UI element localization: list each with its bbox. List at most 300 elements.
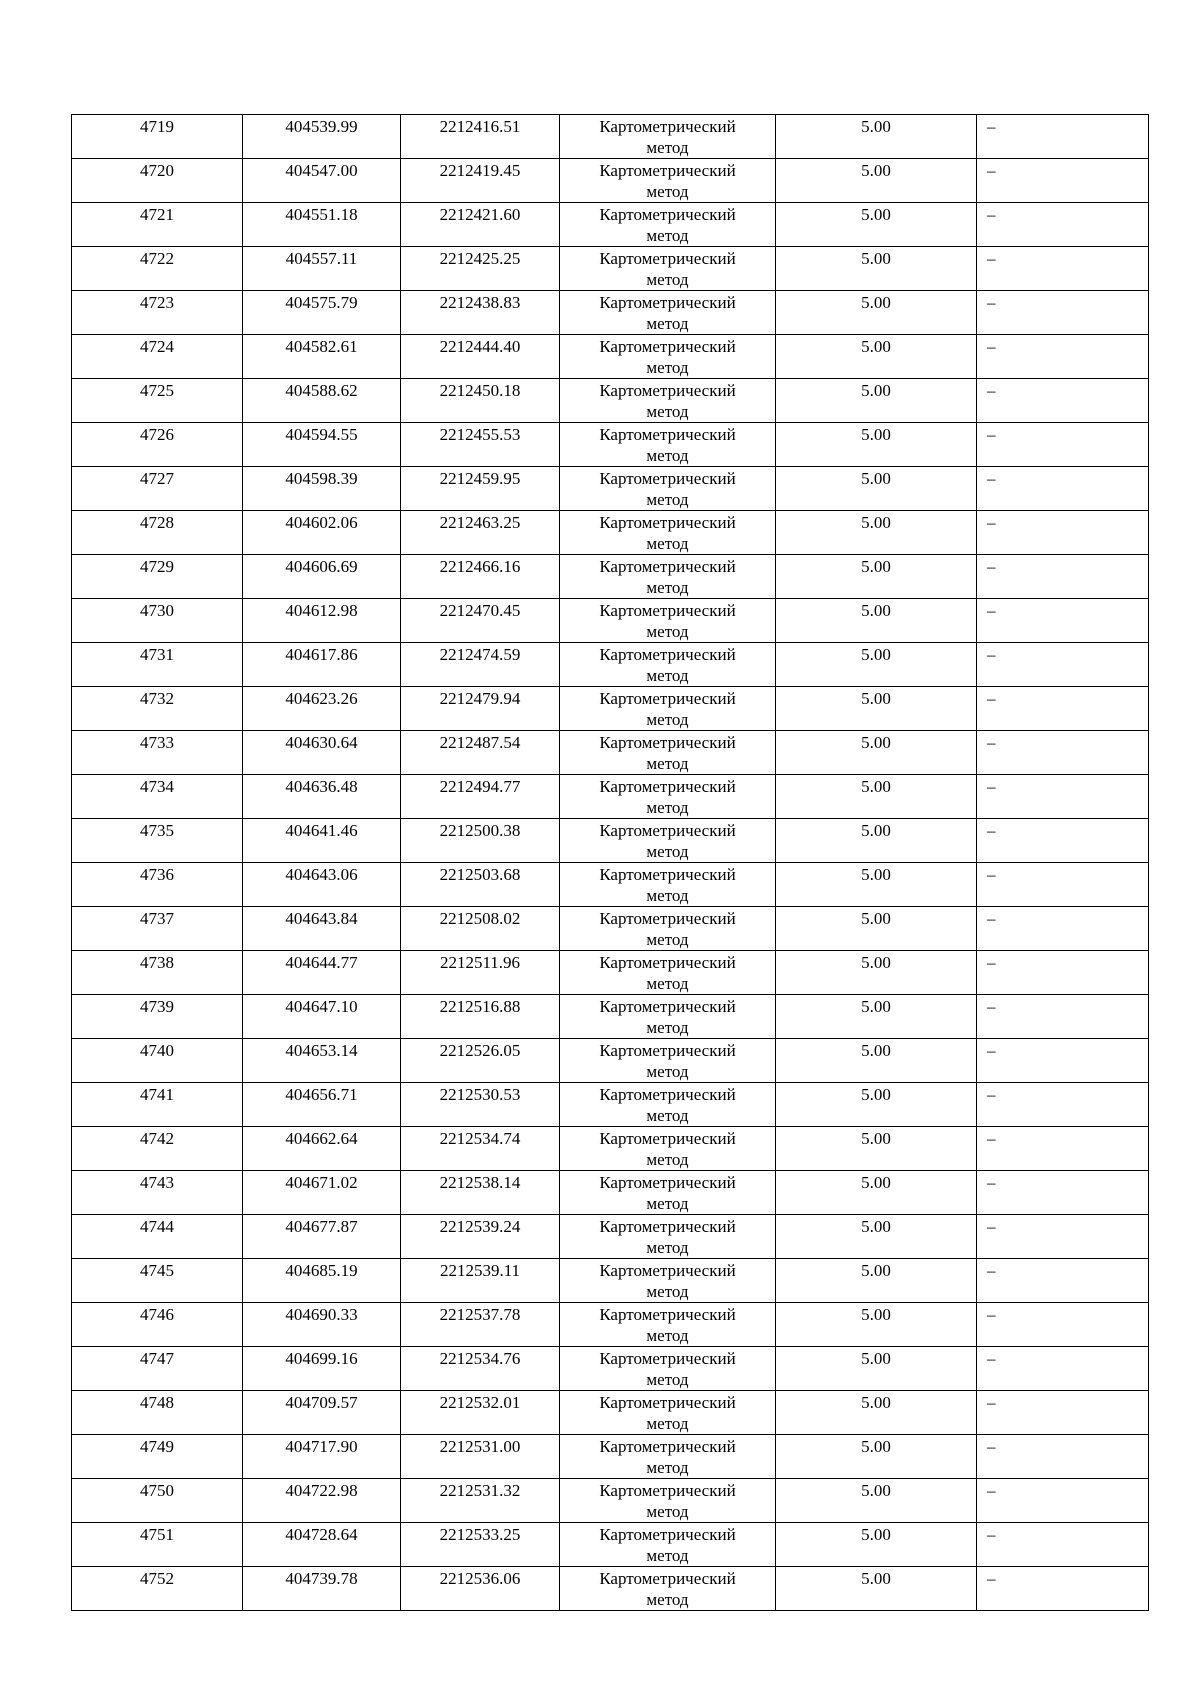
y-coordinate-cell: 2212419.45 xyxy=(401,159,560,203)
method-text-line-1: Картометрический xyxy=(599,1085,736,1104)
method-cell xyxy=(560,819,776,863)
method-text-line-2: метод xyxy=(646,622,689,641)
description-cell: – xyxy=(977,1259,1149,1303)
y-coordinate-cell: 2212508.02 xyxy=(401,907,560,951)
method-text-line-2: метод xyxy=(646,490,689,509)
table-row xyxy=(72,335,1149,379)
y-coordinate-cell: 2212487.54 xyxy=(401,731,560,775)
method-text-line-2: метод xyxy=(646,1194,689,1213)
accuracy-cell: 5.00 xyxy=(776,731,977,775)
description-cell: – xyxy=(977,819,1149,863)
point-number-cell: 4741 xyxy=(72,1083,243,1127)
method-text-line-2: метод xyxy=(646,314,689,333)
x-coordinate-cell: 404617.86 xyxy=(243,643,401,687)
table-row xyxy=(72,1435,1149,1479)
method-cell xyxy=(560,1435,776,1479)
method-cell xyxy=(560,247,776,291)
method-text-line-2: метод xyxy=(646,666,689,685)
point-number-cell: 4737 xyxy=(72,907,243,951)
method-text-line-2: метод xyxy=(646,1502,689,1521)
method-text-line-2: метод xyxy=(646,842,689,861)
method-text-line-2: метод xyxy=(646,1106,689,1125)
method-cell xyxy=(560,1259,776,1303)
method-text-line-1: Картометрический xyxy=(599,1569,736,1588)
y-coordinate-cell: 2212530.53 xyxy=(401,1083,560,1127)
method-text-line-2: метод xyxy=(646,798,689,817)
y-coordinate-cell: 2212479.94 xyxy=(401,687,560,731)
accuracy-cell: 5.00 xyxy=(776,1347,977,1391)
point-number-cell: 4724 xyxy=(72,335,243,379)
accuracy-cell: 5.00 xyxy=(776,1523,977,1567)
table-row xyxy=(72,907,1149,951)
method-text-line-2: метод xyxy=(646,1590,689,1609)
table-row xyxy=(72,467,1149,511)
table-row xyxy=(72,291,1149,335)
accuracy-cell: 5.00 xyxy=(776,467,977,511)
description-cell: – xyxy=(977,863,1149,907)
table-row xyxy=(72,203,1149,247)
accuracy-cell: 5.00 xyxy=(776,1083,977,1127)
accuracy-cell: 5.00 xyxy=(776,907,977,951)
point-number-cell: 4723 xyxy=(72,291,243,335)
description-cell: – xyxy=(977,1127,1149,1171)
accuracy-cell: 5.00 xyxy=(776,1127,977,1171)
y-coordinate-cell: 2212531.00 xyxy=(401,1435,560,1479)
method-text-line-1: Картометрический xyxy=(599,513,736,532)
method-text-line-1: Картометрический xyxy=(599,117,736,136)
method-text-line-2: метод xyxy=(646,402,689,421)
x-coordinate-cell: 404690.33 xyxy=(243,1303,401,1347)
point-number-cell: 4748 xyxy=(72,1391,243,1435)
accuracy-cell: 5.00 xyxy=(776,1435,977,1479)
method-text-line-2: метод xyxy=(646,1458,689,1477)
description-cell: – xyxy=(977,951,1149,995)
accuracy-cell: 5.00 xyxy=(776,1391,977,1435)
y-coordinate-cell: 2212533.25 xyxy=(401,1523,560,1567)
method-cell xyxy=(560,1039,776,1083)
description-cell: – xyxy=(977,1435,1149,1479)
description-cell: – xyxy=(977,115,1149,159)
method-text-line-1: Картометрический xyxy=(599,1305,736,1324)
method-text-line-2: метод xyxy=(646,1018,689,1037)
y-coordinate-cell: 2212421.60 xyxy=(401,203,560,247)
method-text-line-2: метод xyxy=(646,974,689,993)
method-text-line-1: Картометрический xyxy=(599,997,736,1016)
table-row xyxy=(72,1171,1149,1215)
x-coordinate-cell: 404643.06 xyxy=(243,863,401,907)
table-row xyxy=(72,731,1149,775)
method-text-line-1: Картометрический xyxy=(599,337,736,356)
accuracy-cell: 5.00 xyxy=(776,599,977,643)
method-text-line-1: Картометрический xyxy=(599,1393,736,1412)
accuracy-cell: 5.00 xyxy=(776,687,977,731)
method-cell xyxy=(560,291,776,335)
x-coordinate-cell: 404643.84 xyxy=(243,907,401,951)
description-cell: – xyxy=(977,775,1149,819)
x-coordinate-cell: 404588.62 xyxy=(243,379,401,423)
method-cell xyxy=(560,335,776,379)
point-number-cell: 4744 xyxy=(72,1215,243,1259)
table-row xyxy=(72,1215,1149,1259)
table-row xyxy=(72,599,1149,643)
method-text-line-2: метод xyxy=(646,578,689,597)
description-cell: – xyxy=(977,1347,1149,1391)
accuracy-cell: 5.00 xyxy=(776,555,977,599)
accuracy-cell: 5.00 xyxy=(776,1259,977,1303)
table-row xyxy=(72,687,1149,731)
y-coordinate-cell: 2212438.83 xyxy=(401,291,560,335)
method-text-line-1: Картометрический xyxy=(599,1261,736,1280)
y-coordinate-cell: 2212500.38 xyxy=(401,819,560,863)
accuracy-cell: 5.00 xyxy=(776,379,977,423)
table-row xyxy=(72,1127,1149,1171)
description-cell: – xyxy=(977,599,1149,643)
point-number-cell: 4745 xyxy=(72,1259,243,1303)
description-cell: – xyxy=(977,1039,1149,1083)
y-coordinate-cell: 2212494.77 xyxy=(401,775,560,819)
method-text-line-1: Картометрический xyxy=(599,1173,736,1192)
table-row xyxy=(72,379,1149,423)
x-coordinate-cell: 404636.48 xyxy=(243,775,401,819)
y-coordinate-cell: 2212534.76 xyxy=(401,1347,560,1391)
y-coordinate-cell: 2212459.95 xyxy=(401,467,560,511)
description-cell: – xyxy=(977,467,1149,511)
point-number-cell: 4746 xyxy=(72,1303,243,1347)
method-text-line-1: Картометрический xyxy=(599,645,736,664)
table-row xyxy=(72,247,1149,291)
table-row xyxy=(72,1347,1149,1391)
point-number-cell: 4738 xyxy=(72,951,243,995)
method-cell xyxy=(560,731,776,775)
point-number-cell: 4740 xyxy=(72,1039,243,1083)
description-cell: – xyxy=(977,1523,1149,1567)
x-coordinate-cell: 404685.19 xyxy=(243,1259,401,1303)
y-coordinate-cell: 2212444.40 xyxy=(401,335,560,379)
table-row xyxy=(72,1303,1149,1347)
description-cell: – xyxy=(977,643,1149,687)
y-coordinate-cell: 2212536.06 xyxy=(401,1567,560,1611)
y-coordinate-cell: 2212450.18 xyxy=(401,379,560,423)
method-cell xyxy=(560,907,776,951)
x-coordinate-cell: 404647.10 xyxy=(243,995,401,1039)
table-row xyxy=(72,995,1149,1039)
description-cell: – xyxy=(977,379,1149,423)
y-coordinate-cell: 2212466.16 xyxy=(401,555,560,599)
method-text-line-1: Картометрический xyxy=(599,1481,736,1500)
x-coordinate-cell: 404630.64 xyxy=(243,731,401,775)
description-cell: – xyxy=(977,1215,1149,1259)
method-text-line-2: метод xyxy=(646,1238,689,1257)
x-coordinate-cell: 404594.55 xyxy=(243,423,401,467)
x-coordinate-cell: 404641.46 xyxy=(243,819,401,863)
accuracy-cell: 5.00 xyxy=(776,247,977,291)
method-text-line-2: метод xyxy=(646,754,689,773)
method-cell xyxy=(560,995,776,1039)
accuracy-cell: 5.00 xyxy=(776,995,977,1039)
table-row xyxy=(72,951,1149,995)
description-cell: – xyxy=(977,1567,1149,1611)
method-cell xyxy=(560,511,776,555)
method-cell xyxy=(560,1523,776,1567)
table-row xyxy=(72,775,1149,819)
table-row xyxy=(72,1523,1149,1567)
accuracy-cell: 5.00 xyxy=(776,115,977,159)
table-row xyxy=(72,1567,1149,1611)
y-coordinate-cell: 2212538.14 xyxy=(401,1171,560,1215)
point-number-cell: 4720 xyxy=(72,159,243,203)
method-cell xyxy=(560,159,776,203)
method-cell xyxy=(560,203,776,247)
x-coordinate-cell: 404709.57 xyxy=(243,1391,401,1435)
method-text-line-1: Картометрический xyxy=(599,1217,736,1236)
description-cell: – xyxy=(977,1083,1149,1127)
table-row xyxy=(72,115,1149,159)
method-text-line-2: метод xyxy=(646,930,689,949)
method-text-line-1: Картометрический xyxy=(599,249,736,268)
point-number-cell: 4749 xyxy=(72,1435,243,1479)
coordinates-table-body xyxy=(72,115,1149,1611)
accuracy-cell: 5.00 xyxy=(776,1303,977,1347)
method-cell xyxy=(560,1215,776,1259)
x-coordinate-cell: 404671.02 xyxy=(243,1171,401,1215)
y-coordinate-cell: 2212425.25 xyxy=(401,247,560,291)
table-row xyxy=(72,1391,1149,1435)
table-row xyxy=(72,643,1149,687)
point-number-cell: 4726 xyxy=(72,423,243,467)
x-coordinate-cell: 404547.00 xyxy=(243,159,401,203)
method-cell xyxy=(560,599,776,643)
coordinates-table xyxy=(71,114,1149,1611)
x-coordinate-cell: 404598.39 xyxy=(243,467,401,511)
method-cell xyxy=(560,1083,776,1127)
x-coordinate-cell: 404728.64 xyxy=(243,1523,401,1567)
method-text-line-1: Картометрический xyxy=(599,733,736,752)
method-text-line-1: Картометрический xyxy=(599,865,736,884)
accuracy-cell: 5.00 xyxy=(776,159,977,203)
method-cell xyxy=(560,643,776,687)
method-text-line-2: метод xyxy=(646,358,689,377)
point-number-cell: 4732 xyxy=(72,687,243,731)
y-coordinate-cell: 2212526.05 xyxy=(401,1039,560,1083)
method-text-line-2: метод xyxy=(646,226,689,245)
description-cell: – xyxy=(977,1391,1149,1435)
description-cell: – xyxy=(977,291,1149,335)
accuracy-cell: 5.00 xyxy=(776,775,977,819)
method-text-line-2: метод xyxy=(646,1150,689,1169)
description-cell: – xyxy=(977,731,1149,775)
accuracy-cell: 5.00 xyxy=(776,1567,977,1611)
method-text-line-2: метод xyxy=(646,1326,689,1345)
table-row xyxy=(72,159,1149,203)
method-cell xyxy=(560,1347,776,1391)
y-coordinate-cell: 2212531.32 xyxy=(401,1479,560,1523)
y-coordinate-cell: 2212539.11 xyxy=(401,1259,560,1303)
description-cell: – xyxy=(977,555,1149,599)
point-number-cell: 4733 xyxy=(72,731,243,775)
x-coordinate-cell: 404612.98 xyxy=(243,599,401,643)
method-text-line-2: метод xyxy=(646,1414,689,1433)
method-text-line-2: метод xyxy=(646,138,689,157)
method-text-line-1: Картометрический xyxy=(599,953,736,972)
x-coordinate-cell: 404606.69 xyxy=(243,555,401,599)
table-row xyxy=(72,1039,1149,1083)
table-row xyxy=(72,1259,1149,1303)
y-coordinate-cell: 2212455.53 xyxy=(401,423,560,467)
y-coordinate-cell: 2212516.88 xyxy=(401,995,560,1039)
method-text-line-1: Картометрический xyxy=(599,381,736,400)
x-coordinate-cell: 404717.90 xyxy=(243,1435,401,1479)
method-cell xyxy=(560,1567,776,1611)
point-number-cell: 4721 xyxy=(72,203,243,247)
method-cell xyxy=(560,467,776,511)
method-cell xyxy=(560,379,776,423)
point-number-cell: 4736 xyxy=(72,863,243,907)
method-text-line-2: метод xyxy=(646,886,689,905)
accuracy-cell: 5.00 xyxy=(776,335,977,379)
accuracy-cell: 5.00 xyxy=(776,203,977,247)
x-coordinate-cell: 404677.87 xyxy=(243,1215,401,1259)
table-row xyxy=(72,1083,1149,1127)
x-coordinate-cell: 404623.26 xyxy=(243,687,401,731)
point-number-cell: 4751 xyxy=(72,1523,243,1567)
point-number-cell: 4728 xyxy=(72,511,243,555)
method-cell xyxy=(560,1391,776,1435)
x-coordinate-cell: 404739.78 xyxy=(243,1567,401,1611)
method-cell xyxy=(560,1303,776,1347)
method-text-line-2: метод xyxy=(646,446,689,465)
x-coordinate-cell: 404644.77 xyxy=(243,951,401,995)
accuracy-cell: 5.00 xyxy=(776,1479,977,1523)
method-cell xyxy=(560,863,776,907)
method-text-line-1: Картометрический xyxy=(599,601,736,620)
method-text-line-1: Картометрический xyxy=(599,161,736,180)
method-text-line-2: метод xyxy=(646,1370,689,1389)
method-text-line-1: Картометрический xyxy=(599,469,736,488)
x-coordinate-cell: 404653.14 xyxy=(243,1039,401,1083)
method-text-line-1: Картометрический xyxy=(599,821,736,840)
description-cell: – xyxy=(977,995,1149,1039)
y-coordinate-cell: 2212539.24 xyxy=(401,1215,560,1259)
accuracy-cell: 5.00 xyxy=(776,819,977,863)
method-text-line-1: Картометрический xyxy=(599,777,736,796)
table-row xyxy=(72,555,1149,599)
point-number-cell: 4752 xyxy=(72,1567,243,1611)
x-coordinate-cell: 404539.99 xyxy=(243,115,401,159)
point-number-cell: 4735 xyxy=(72,819,243,863)
y-coordinate-cell: 2212503.68 xyxy=(401,863,560,907)
method-text-line-1: Картометрический xyxy=(599,689,736,708)
method-text-line-2: метод xyxy=(646,270,689,289)
method-text-line-1: Картометрический xyxy=(599,293,736,312)
method-cell xyxy=(560,687,776,731)
accuracy-cell: 5.00 xyxy=(776,511,977,555)
description-cell: – xyxy=(977,247,1149,291)
point-number-cell: 4731 xyxy=(72,643,243,687)
method-cell xyxy=(560,951,776,995)
description-cell: – xyxy=(977,1171,1149,1215)
x-coordinate-cell: 404575.79 xyxy=(243,291,401,335)
method-text-line-1: Картометрический xyxy=(599,1349,736,1368)
description-cell: – xyxy=(977,423,1149,467)
method-cell xyxy=(560,423,776,467)
accuracy-cell: 5.00 xyxy=(776,291,977,335)
table-row xyxy=(72,819,1149,863)
accuracy-cell: 5.00 xyxy=(776,951,977,995)
description-cell: – xyxy=(977,335,1149,379)
x-coordinate-cell: 404722.98 xyxy=(243,1479,401,1523)
method-cell xyxy=(560,1479,776,1523)
description-cell: – xyxy=(977,159,1149,203)
method-text-line-1: Картометрический xyxy=(599,1437,736,1456)
method-cell xyxy=(560,555,776,599)
point-number-cell: 4725 xyxy=(72,379,243,423)
method-text-line-2: метод xyxy=(646,1282,689,1301)
y-coordinate-cell: 2212532.01 xyxy=(401,1391,560,1435)
point-number-cell: 4722 xyxy=(72,247,243,291)
method-cell xyxy=(560,1171,776,1215)
point-number-cell: 4727 xyxy=(72,467,243,511)
method-text-line-2: метод xyxy=(646,1546,689,1565)
method-text-line-1: Картометрический xyxy=(599,205,736,224)
method-text-line-1: Картометрический xyxy=(599,557,736,576)
method-cell xyxy=(560,1127,776,1171)
point-number-cell: 4742 xyxy=(72,1127,243,1171)
method-text-line-1: Картометрический xyxy=(599,425,736,444)
table-row xyxy=(72,863,1149,907)
x-coordinate-cell: 404602.06 xyxy=(243,511,401,555)
y-coordinate-cell: 2212416.51 xyxy=(401,115,560,159)
method-cell xyxy=(560,775,776,819)
y-coordinate-cell: 2212511.96 xyxy=(401,951,560,995)
description-cell: – xyxy=(977,203,1149,247)
y-coordinate-cell: 2212534.74 xyxy=(401,1127,560,1171)
y-coordinate-cell: 2212470.45 xyxy=(401,599,560,643)
accuracy-cell: 5.00 xyxy=(776,863,977,907)
method-text-line-1: Картометрический xyxy=(599,1041,736,1060)
x-coordinate-cell: 404699.16 xyxy=(243,1347,401,1391)
description-cell: – xyxy=(977,907,1149,951)
point-number-cell: 4743 xyxy=(72,1171,243,1215)
y-coordinate-cell: 2212463.25 xyxy=(401,511,560,555)
description-cell: – xyxy=(977,687,1149,731)
x-coordinate-cell: 404557.11 xyxy=(243,247,401,291)
table-row xyxy=(72,423,1149,467)
accuracy-cell: 5.00 xyxy=(776,1171,977,1215)
x-coordinate-cell: 404582.61 xyxy=(243,335,401,379)
method-text-line-1: Картометрический xyxy=(599,1525,736,1544)
point-number-cell: 4730 xyxy=(72,599,243,643)
method-cell xyxy=(560,115,776,159)
point-number-cell: 4719 xyxy=(72,115,243,159)
point-number-cell: 4734 xyxy=(72,775,243,819)
method-text-line-2: метод xyxy=(646,1062,689,1081)
x-coordinate-cell: 404662.64 xyxy=(243,1127,401,1171)
point-number-cell: 4739 xyxy=(72,995,243,1039)
point-number-cell: 4729 xyxy=(72,555,243,599)
accuracy-cell: 5.00 xyxy=(776,643,977,687)
description-cell: – xyxy=(977,1303,1149,1347)
accuracy-cell: 5.00 xyxy=(776,423,977,467)
x-coordinate-cell: 404656.71 xyxy=(243,1083,401,1127)
x-coordinate-cell: 404551.18 xyxy=(243,203,401,247)
y-coordinate-cell: 2212537.78 xyxy=(401,1303,560,1347)
y-coordinate-cell: 2212474.59 xyxy=(401,643,560,687)
description-cell: – xyxy=(977,511,1149,555)
table-row xyxy=(72,511,1149,555)
point-number-cell: 4747 xyxy=(72,1347,243,1391)
method-text-line-2: метод xyxy=(646,182,689,201)
accuracy-cell: 5.00 xyxy=(776,1039,977,1083)
